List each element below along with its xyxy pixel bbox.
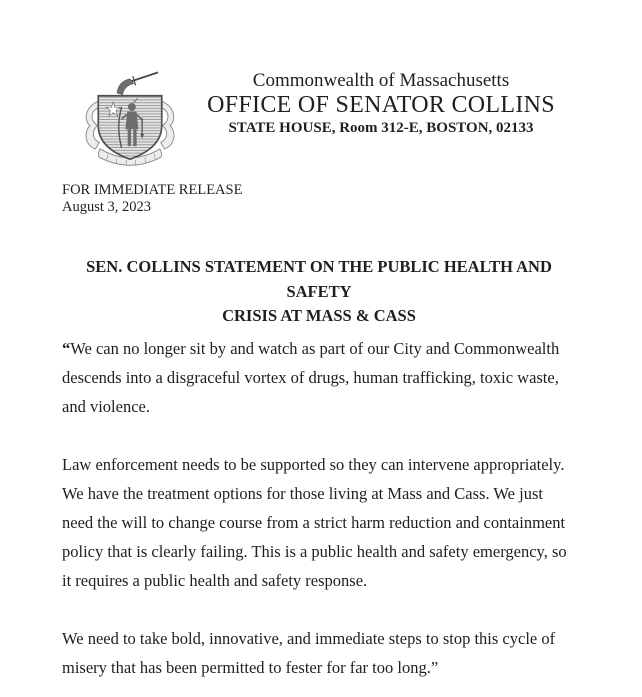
letterhead-office-line: OFFICE OF SENATOR COLLINS xyxy=(207,92,555,118)
letterhead-address-line: STATE HOUSE, Room 312-E, BOSTON, 02133 xyxy=(228,120,534,136)
paragraph-1-text: We can no longer sit by and watch as part of our City and Commonwealth descends into a disgraceful vortex of drugs, human trafficking, toxic waste, and violence. xyxy=(62,338,560,416)
release-label: FOR IMMEDIATE RELEASE xyxy=(62,182,243,198)
paragraph-2: Law enforcement needs to be supported so they can intervene appropriately. We have the treatment options for those living at Mass and Cass. We just need the will to change course from a strict harm reduction and containment policy that is clearly failing. This is a public health and safety emergency, so it requires a public health and safety response. xyxy=(62,454,567,590)
letterhead-org-line: Commonwealth of Massachusetts xyxy=(252,70,510,91)
massachusetts-state-seal-icon xyxy=(74,67,186,173)
statement-body xyxy=(62,334,576,682)
headline xyxy=(62,255,576,329)
headline-line-2: CRISIS AT MASS & CASS xyxy=(222,306,416,325)
paragraph-3: We need to take bold, innovative, and immediate steps to stop this cycle of misery that has been permitted to fester for far too long.” xyxy=(62,628,556,677)
paragraph-1 xyxy=(62,334,576,421)
headline-line-1: SEN. COLLINS STATEMENT ON THE PUBLIC HEALTH AND SAFETY xyxy=(86,257,552,301)
opening-quote-mark: “ xyxy=(62,338,71,358)
release-date: August 3, 2023 xyxy=(62,198,152,215)
release-block xyxy=(62,182,576,215)
letterhead-text xyxy=(186,67,576,138)
letterhead xyxy=(62,0,576,173)
